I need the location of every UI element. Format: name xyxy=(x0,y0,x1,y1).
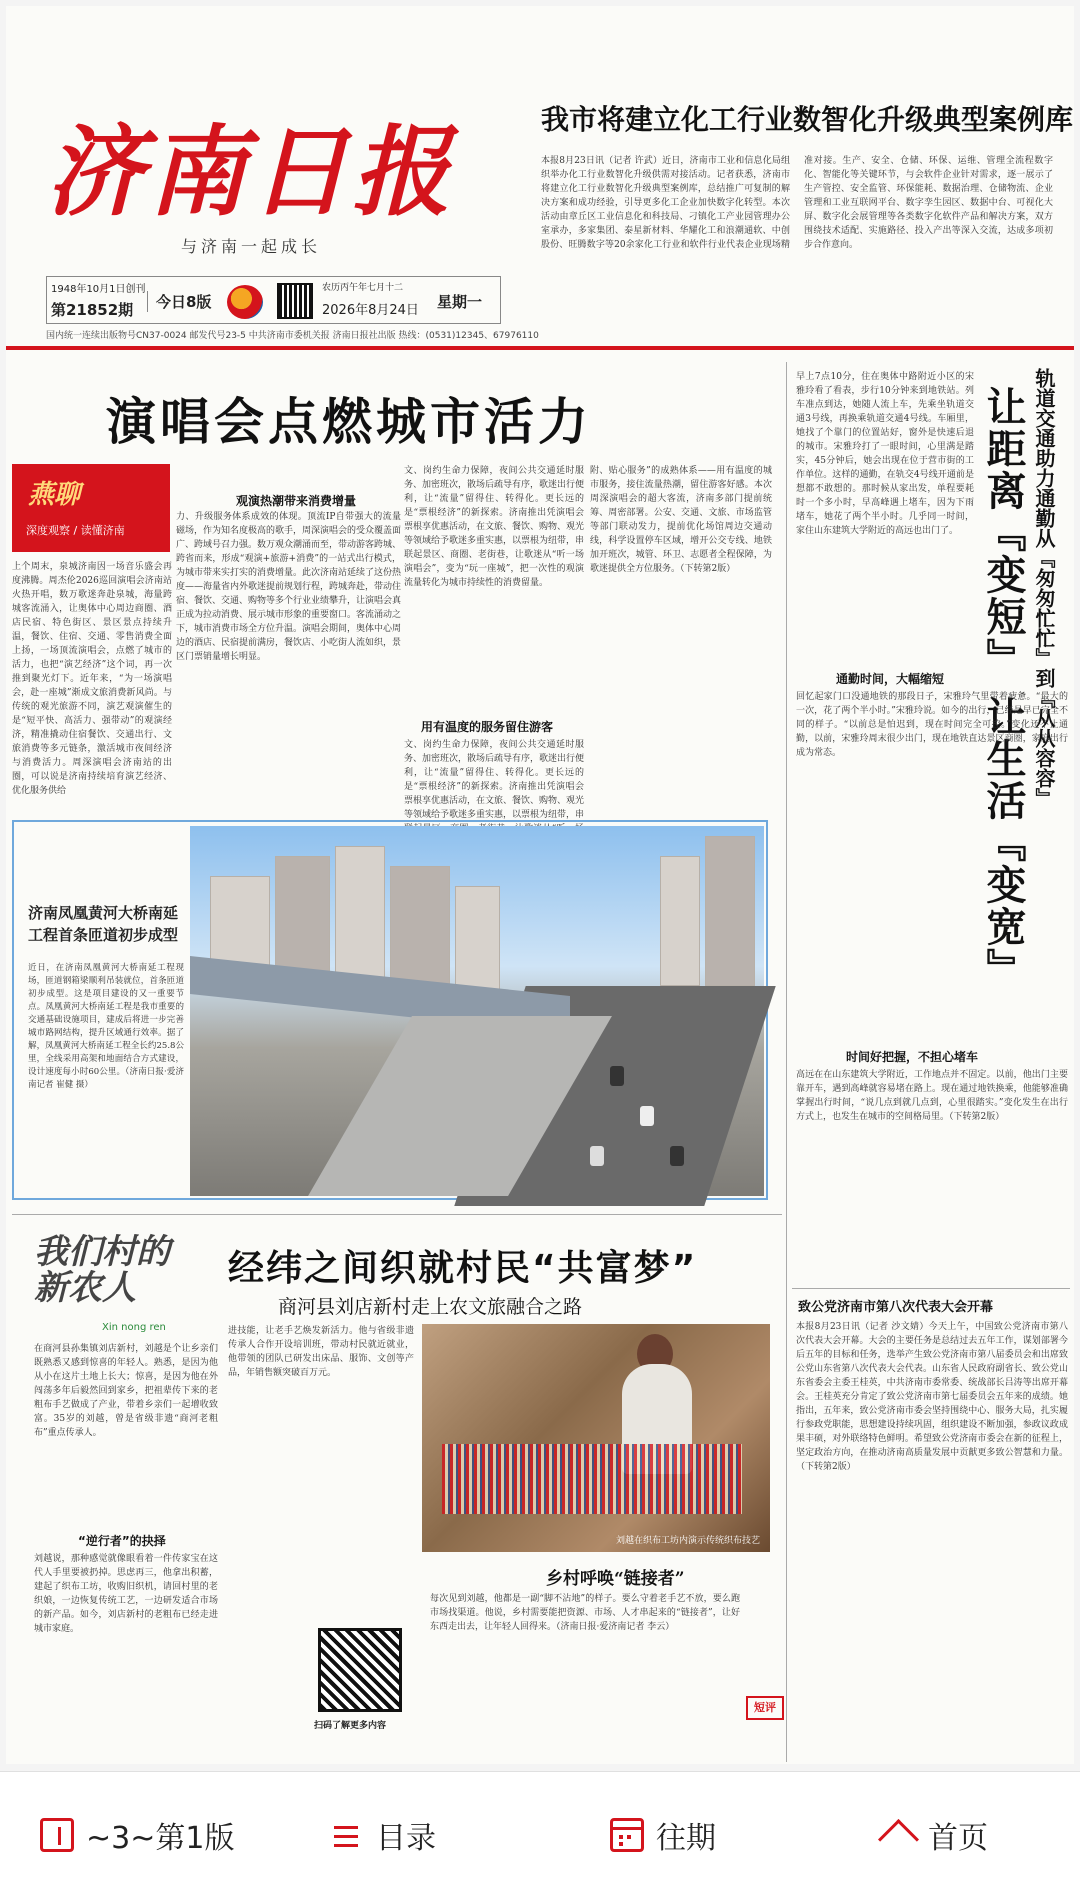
congress-body: 本报8月23日讯（记者 沙文婧）今天上午，中国致公党济南市第八次代表大会开幕。大会的主要任务是总结过去五年工作，谋划部署今后五年的目标和任务，选举产生致公党济南市第八届委员会和出席致公党山东省第八次代表大会代表。山东省人民政府副省长、致公党山东省委会主委王桂英，中共济南市委常委、统战部长吕涛等出席开幕会。王桂英充分肯定了致公党济南市第七届委员会五年来的成绩。她指出，五年来，致公党济南市委会坚持围绕中心、服务大局，扎实履行参政党职能，思想建设持续巩固，组织建设不断加强，参政议政成果丰硕，对外联络特色鲜明。希望致公党济南市委会在新的征程上，坚定政治方向，在推动济南高质量发展中贡献更多致公智慧和力量。（下转第2版） xyxy=(796,1322,1068,1472)
lead-subhead-1: 观演热潮带来消费增量 xyxy=(236,494,357,508)
newspaper-logo: 济南日报 xyxy=(46,115,455,230)
right-column-text-1: 早上7点10分，住在奥体中路附近小区的宋雅玲看了看表，步行10分钟来到地铁站。列车准点到达，她随人流上车，先乘坐轨道交通3号线，再换乘轨道交通4号线。车厢里，她找了个靠门的位置站好，窗外是快速后退的城市。宋雅玲打了一眼时间，心里满是踏实，45分钟后，她会出现在位于营市街的工作单位。这样的通勤，在轨交4号线开通前是想都不敢想的。那时候从家出发，单程要耗时一个多小时，早高峰遇上堵车，因为下雨堵车，她花了两个半小时。几乎同一时间，家住山东建筑大学附近的高远也出门了。 xyxy=(796,372,974,536)
weaving-photo-caption: 刘越在织布工坊内演示传统织布技艺 xyxy=(615,1536,760,1546)
bridge-photo-section xyxy=(12,820,768,1200)
column-label-title: 燕聊 xyxy=(28,480,81,510)
paper-emblem-icon xyxy=(227,285,263,319)
calendar-icon xyxy=(610,1818,644,1852)
registration-line: 国内统一连续出版物号CN37-0024 邮发代号23-5 中共济南市委机关报 济南日报社出版 热线：(0531)12345、67976110 xyxy=(46,331,539,341)
page-selector-button[interactable] xyxy=(40,1812,234,1858)
village-col-1: 在商河县孙集镇刘店新村，刘越是个让乡亲们既熟悉又感到惊喜的年轻人。熟悉，是因为他从小在这片土地上长大；惊喜，是因为他在外闯荡多年后毅然回到家乡，把祖辈传下来的老粗布手艺做成了产业，带着乡亲们一起增收致富。35岁的刘越，曾是省级非遗“商河老粗布”重点传承人。 xyxy=(34,1344,218,1438)
right-column-subhead-2: 时间好把握，不担心堵车 xyxy=(846,1050,979,1064)
weaving-photo xyxy=(422,1324,770,1552)
village-subtitle: 商河县刘店新村走上农文旅融合之路 xyxy=(278,1296,583,1318)
issue-date: 2026年8月24日 xyxy=(322,303,419,318)
home-button[interactable] xyxy=(880,1812,988,1858)
page-count: 今日8版 xyxy=(147,291,211,312)
village-column-label: 我们村的新农人 xyxy=(34,1232,170,1308)
commentary-title: 乡村呼唤“链接者” xyxy=(546,1569,685,1589)
right-column-headline[interactable]: 让距离『变短』 让生活『变宽』 xyxy=(980,386,1026,990)
masthead-rule xyxy=(6,346,1074,350)
slogan: 与济南一起成长 xyxy=(181,237,322,256)
home-icon xyxy=(880,1817,916,1853)
issue-number: 第21852期 xyxy=(51,301,134,319)
section-divider xyxy=(12,1214,782,1215)
lead-col-4: 附、贴心服务”的成熟体系——用有温度的城市服务，接住流量热潮，留住游客好感。本次周深演唱会的超大客流，济南多部门提前统筹、周密部署。公安、交通、文旅、市场监管等部门联动发力，提前优化场馆周边交通动线，科学设置停车区域，增开公交专线、地铁加开班次，城管、环卫、志愿者全程保障，为歌迷提供全方位服务。（下转第2版） xyxy=(590,466,772,574)
page-icon xyxy=(40,1818,74,1852)
qr-caption: 扫码了解更多内容 xyxy=(314,1721,387,1731)
column-divider xyxy=(786,362,787,1762)
qr-code-icon xyxy=(277,283,313,319)
founded-date: 1948年10月1日创刊 xyxy=(51,284,146,295)
toc-label: 目录 xyxy=(376,1821,436,1856)
lead-col-3: 文、岗约生命力保障，夜间公共交通延时服务、加密班次，散场后疏导有序，歌迷出行便利，让“流量”留得住、转得化。更长远的是“票根经济”的新探索。济南推出凭演唱会票根享优惠活动，在文旅、餐饮、购物、观光等领域给予歌迷多重实惠，以票根为纽带，串联起景区、商圈、老街巷，让歌迷从“听一场演唱会”，变为“玩一座城”，把一次性的观演流量转化为城市持续性的消费留量。 xyxy=(404,466,585,588)
bottom-nav xyxy=(0,1771,1080,1897)
column-label xyxy=(12,464,170,552)
village-column-pinyin: Xin nong ren xyxy=(102,1322,166,1333)
top-story-title[interactable]: 我市将建立化工行业数智化升级典型案例库 xyxy=(541,103,1074,136)
commentary-stamp: 短评 xyxy=(746,1696,784,1720)
lead-col-1: 上个周末，泉城济南因一场音乐盛会再度沸腾。周杰伦2026巡回演唱会济南站火热开唱，数万歌迷奔赴泉城，海量跨城客流涌入，让奥体中心周边商圈、酒店民宿、特色街区、景区景点持续升温，餐饮、住宿、交通、零售消费全面上扬，一场顶流演唱会，点燃了城市的活力，也把“演艺经济”这个词，再一次推到聚光灯下。近年来，“为一场演唱会，赴一座城”渐成文旅消费新风尚。与传统的观光旅游不同，演艺观演催生的是“短平快、高活力、强带动”的观演经济，精准撬动住宿餐饮、交通出行、文旅消费等多元链条，激活城市夜间经济与消费活力。周深演唱会济南站的出圈，可以说是济南持续培育演艺经济、优化服务供给 xyxy=(12,562,172,796)
right-column-subtitle: 轨道交通助力通勤从『匆匆忙忙』到『从从容容』 xyxy=(1032,368,1056,808)
bridge-photo-body: 近日，在济南凤凰黄河大桥南延工程现场，匝道钢箱梁顺利吊装就位，首条匝道初步成型。这是项目建设的又一重要节点。凤凰黄河大桥南延工程是我市重要的交通基础设施项目，建成后将进一步完善城市路网结构，提升区域通行效率。据了解，凤凰黄河大桥南延工程全长约25.8公里，全线采用高架和地面结合方式建设，设计速度每小时60公里。（济南日报·爱济南记者 崔健 摄） xyxy=(28,963,184,1090)
column-label-sub: 深度观察 / 读懂济南 xyxy=(26,524,125,537)
newspaper-page xyxy=(6,6,1074,1764)
bridge-photo xyxy=(190,826,764,1196)
issue-info-box xyxy=(46,276,501,324)
home-label: 首页 xyxy=(928,1821,988,1856)
right-column-text-3: 高远在在山东建筑大学附近，工作地点并不固定。以前，他出门主要靠开车，遇到高峰就容易堵在路上。现在通过地铁换乘，他能够准确掌握出行时间，“说几点到就几点到，心里很踏实。”变化发生在出行方式上，也发生在城市的空间格局里。（下转第2版） xyxy=(796,1070,1068,1122)
congress-headline[interactable]: 致公党济南市第八次代表大会开幕 xyxy=(798,1300,994,1315)
lunar-date: 农历丙午年七月十二 xyxy=(322,283,404,293)
top-story-body: 本报8月23日讯（记者 许武）近日，济南市工业和信息化局组织举办化工行业数智化升级供需对接活动。记者获悉，济南市将建立化工行业数智化升级典型案例库，总结推广可复制的解决方案和成功经验，引导更多化工企业加快数字化转型。本次活动由章丘区工业信息化和科技局、刁镇化工产业园管理办公室承办，多家集团、泰星新材料、华耀化工和浪潮通软、中创股份、旺腾数字等20余家化工行业和软件行业代表企业现场精准对接。生产、安全、仓储、环保、运维、管理全流程数字化、智能化等关键环节，与会软件企业针对需求，逐一展示了生产管控、安全监管、环保能耗、数据治理、仓储物流、企业管理和工业互联网平台、数字孪生园区、数据中台、可视化大屏、数字化会展管理等各类数字化软件产品和解决方案，双方围绕技术适配、实施路径、投入产出等深入交流，达成多项初步合作意向。 xyxy=(541,156,1053,250)
bridge-photo-title[interactable]: 济南凤凰黄河大桥南延工程首条匝道初步成型 xyxy=(28,904,179,944)
masthead xyxy=(6,6,1074,346)
village-headline[interactable]: 经纬之间织就村民“共富梦” xyxy=(228,1248,698,1289)
village-col-1b: 刘越说，那种感觉就像眼看着一件传家宝在这代人手里要被扔掉。思虑再三，他拿出积蓄，建起了织布工坊，收购旧织机，请回村里的老织娘，一边恢复传统工艺，一边研发适合市场的新产品。如今，刘店新村的老粗布已经走进城市家庭。 xyxy=(34,1554,218,1634)
right-column-text-2: 回忆起家门口没通地铁的那段日子，宋雅玲气里带着疲惫。“最大的一次，花了两个半小时。”宋雅玲说。如今的出行，已经是早已完全不同的样子。“以前总是怕迟到，现在时间完全可控。”变化还不止通勤，以前，宋雅玲周末很少出门，现在地铁直达景区商圈，家庭出行成为常态。 xyxy=(796,692,1068,758)
village-col-2: 进技能，让老手艺焕发新活力。他与省级非遗传承人合作开设培训班，带动村民就近就业，他带领的团队已研发出床品、服饰、文创等产品，年销售额突破百万元。 xyxy=(228,1326,414,1378)
weekday: 星期一 xyxy=(437,293,483,311)
lead-col-3b: 文、岗约生命力保障，夜间公共交通延时服务、加密班次，散场后疏导有序，歌迷出行便利，让“流量”留得住、转得化。更长远的是“票根经济”的新探索。济南推出凭演唱会票根享优惠活动，在文旅、餐饮、购物、观光等领域给予歌迷多重实惠，以票根为纽带，串 xyxy=(404,740,585,820)
lead-col-2: 力、升级服务体系成效的体现。顶流IP自带强大的流量磁场，作为知名度极高的歌手，周深演唱会的受众覆盖面广、跨域号召力强。数万观众潮涌而至，带动游客跨城、跨省而来，形成“观演+旅游+消费”的一站式出行模式，为城市带来实打实的消费增量。此次济南站延续了这份热度——海量省内外歌迷提前规划行程，跨城奔赴，带动住宿、餐饮、交通、购物等多个行业业绩攀升，让演唱会真正成为拉动消费、展示城市形象的重要窗口。客流涌动之下，城市消费市场全方位升温。演唱会期间，奥体中心周边的酒店、民宿提前满房，餐饮店、小吃街人流如织，景区门票销量增长明显。 xyxy=(176,512,402,662)
lead-headline[interactable]: 演唱会点燃城市活力 xyxy=(106,393,592,451)
history-button[interactable] xyxy=(610,1812,716,1858)
village-subhead: “逆行者”的抉择 xyxy=(78,1534,166,1548)
page-selector-label: ~3~第1版 xyxy=(86,1821,235,1856)
history-label: 往期 xyxy=(656,1821,716,1856)
right-divider xyxy=(792,1288,1070,1289)
right-column-subhead-1: 通勤时间，大幅缩短 xyxy=(836,672,945,686)
list-icon xyxy=(330,1818,364,1852)
commentary-body: 每次见到刘越，他都是一副“脚不沾地”的样子。要么守着老手艺不放，要么跑市场找渠道。他说，乡村需要能把资源、市场、人才串起来的“链接者”，让好东西走出去，让年轻人回得来。（济南日报·爱济南记者 李云） xyxy=(430,1594,740,1632)
toc-button[interactable] xyxy=(330,1812,436,1858)
lead-subhead-2: 用有温度的服务留住游客 xyxy=(421,720,554,734)
qr-code-icon[interactable] xyxy=(318,1628,402,1712)
